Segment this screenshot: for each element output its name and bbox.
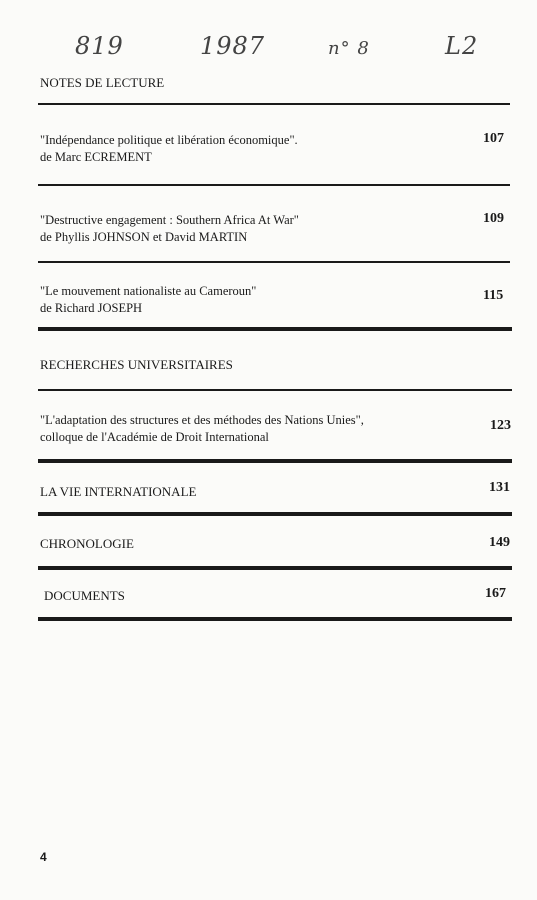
page-number: 167 xyxy=(485,586,506,601)
page-number: 107 xyxy=(483,131,504,146)
toc-entry xyxy=(40,212,390,246)
page-number: 115 xyxy=(483,288,504,303)
page-number: 123 xyxy=(490,418,511,433)
divider xyxy=(38,327,512,331)
page-number: 109 xyxy=(483,211,504,226)
handwritten-year: 1987 xyxy=(200,32,266,60)
divider xyxy=(38,617,512,621)
divider xyxy=(38,103,510,105)
section-heading-recherches-universitaires: RECHERCHES UNIVERSITAIRES xyxy=(40,357,233,372)
folio-page-number: 4 xyxy=(40,850,47,864)
divider xyxy=(38,459,512,463)
divider xyxy=(38,566,512,570)
toc-entry xyxy=(40,283,390,317)
divider xyxy=(38,389,512,391)
divider xyxy=(38,512,512,516)
toc-entry xyxy=(40,132,390,166)
handwritten-issue: n° 8 xyxy=(328,38,370,59)
entry-title: "L'adaptation des structures et des méthodes des Nations Unies", xyxy=(40,413,364,427)
entry-author: de Marc ECREMENT xyxy=(40,150,152,164)
section-heading-chronologie: CHRONOLOGIE xyxy=(40,536,134,551)
divider xyxy=(38,261,510,263)
handwritten-code: 819 xyxy=(75,32,124,60)
entry-title: "Indépendance politique et libération économique". xyxy=(40,133,298,147)
page-number: 149 xyxy=(489,535,510,550)
section-heading-documents: DOCUMENTS xyxy=(44,588,125,603)
section-heading-notes-de-lecture: NOTES DE LECTURE xyxy=(40,75,165,90)
handwritten-mark: L2 xyxy=(445,32,479,60)
entry-author: de Richard JOSEPH xyxy=(40,301,143,315)
toc-entry xyxy=(40,412,460,446)
page-number: 131 xyxy=(489,480,510,495)
entry-author: colloque de l'Académie de Droit International xyxy=(40,430,269,444)
entry-author: de Phyllis JOHNSON et David MARTIN xyxy=(40,230,248,244)
section-heading-vie-internationale: LA VIE INTERNATIONALE xyxy=(40,484,197,499)
entry-title: "Le mouvement nationaliste au Cameroun" xyxy=(40,284,257,298)
divider xyxy=(38,184,510,186)
entry-title: "Destructive engagement : Southern Africa At War" xyxy=(40,213,299,227)
